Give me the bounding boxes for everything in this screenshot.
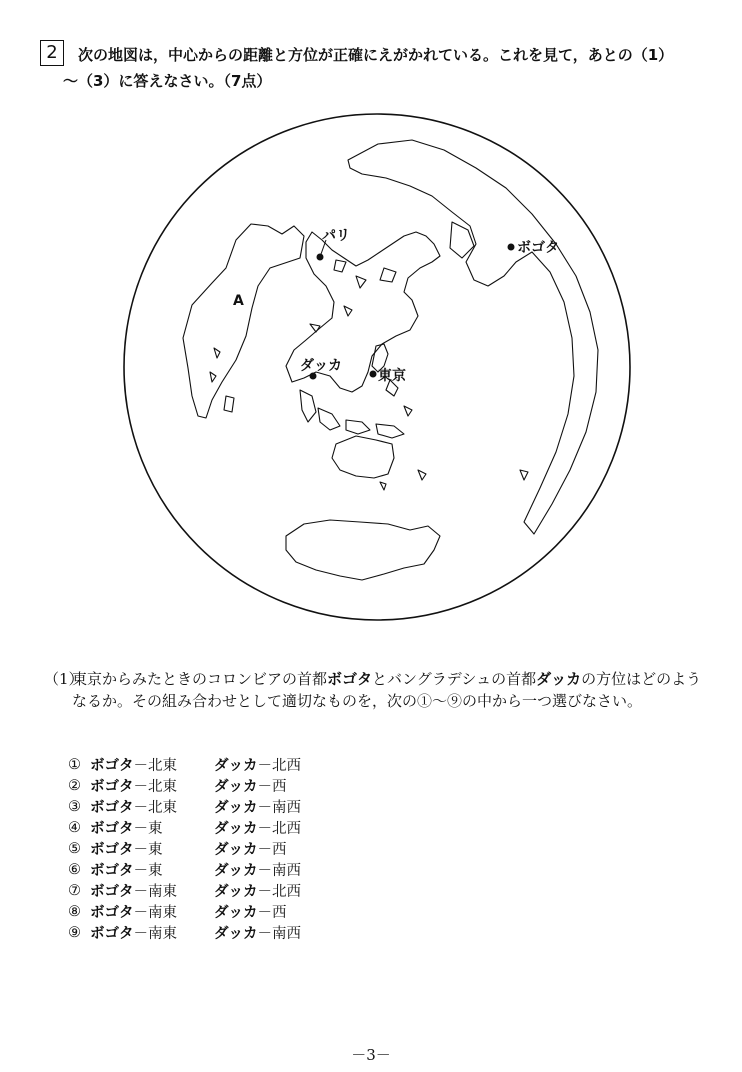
sub-text-dhaka: ダッカ [536,670,582,688]
choice-item [68,817,301,838]
sub-question-1 [44,668,704,712]
choice-item [68,859,301,880]
north-america-landmass [183,224,304,418]
choice-dhaka: ダッカ [214,842,258,858]
sub-text-pre: 東京からみたときのコロンビアの首都 [72,670,328,688]
choice-bogota-direction: －北東 [133,758,177,774]
paris-label: パリ [322,228,350,244]
tokyo-dot [370,371,377,378]
choice-dhaka-direction: －西 [257,779,287,795]
australia-landmass [332,436,394,478]
choice-dhaka-direction: －南西 [257,800,301,816]
choice-bogota: ボゴタ [90,863,134,879]
choice-number: ② [68,777,81,794]
choice-dhaka-direction: －南西 [257,863,301,879]
choice-dhaka-direction: －南西 [257,926,301,942]
choice-dhaka: ダッカ [214,863,258,879]
choice-dhaka: ダッカ [214,779,258,795]
choice-bogota: ボゴタ [90,905,134,921]
choice-number: ⑧ [68,903,81,920]
choice-dhaka: ダッカ [214,800,258,816]
sub-text-post: の方位はどのようなるか。その組み合わせとして適切なものを，次の①～⑨の中から一つ選びなさい。 [72,670,702,710]
azimuthal-equidistant-map [0,90,742,650]
instruction-line-2: ～（3）に答えなさい。（7点） [63,72,272,90]
choice-bogota-direction: －東 [133,821,163,837]
choice-item [68,754,301,775]
choice-dhaka-direction: －北西 [257,821,301,837]
choice-dhaka-direction: －北西 [257,884,301,900]
choice-number: ⑥ [68,861,81,878]
choice-item [68,922,301,943]
choice-item [68,838,301,859]
choice-bogota: ボゴタ [90,842,134,858]
label-a: A [233,293,244,309]
choice-bogota: ボゴタ [90,821,134,837]
choice-item [68,775,301,796]
instruction-line-1: 次の地図は，中心からの距離と方位が正確にえがかれている。これを見て，あとの（1） [78,46,674,64]
choice-dhaka-direction: －西 [257,842,287,858]
sub-question-number: （1） [44,670,84,688]
choice-number: ④ [68,819,81,836]
choice-dhaka: ダッカ [214,821,258,837]
bogota-dot [508,244,515,251]
choice-dhaka: ダッカ [214,905,258,921]
choice-item [68,880,301,901]
choice-bogota: ボゴタ [90,800,134,816]
choice-bogota: ボゴタ [90,926,134,942]
page-number: －3－ [351,1046,391,1064]
choice-bogota-direction: －東 [133,842,163,858]
bogota-label: ボゴタ [517,240,559,256]
choice-dhaka-direction: －西 [257,905,287,921]
tokyo-label: 東京 [378,368,406,384]
question-instruction [63,42,708,90]
choice-bogota: ボゴタ [90,884,134,900]
choice-number: ⑤ [68,840,81,857]
choice-bogota-direction: －北東 [133,800,177,816]
choice-number: ⑨ [68,924,81,941]
choice-bogota-direction: －南東 [133,905,177,921]
sub-question-text [72,668,704,712]
choice-bogota: ボゴタ [90,758,134,774]
sub-text-bogota: ボゴタ [327,670,373,688]
choice-bogota: ボゴタ [90,779,134,795]
choice-dhaka-direction: －北西 [257,758,301,774]
choice-bogota-direction: －南東 [133,926,177,942]
choice-number: ③ [68,798,81,815]
question-number: 2 [40,40,64,66]
choice-dhaka: ダッカ [214,758,258,774]
choice-number: ① [68,756,81,773]
choice-item [68,901,301,922]
choice-dhaka: ダッカ [214,926,258,942]
dhaka-label: ダッカ [300,358,342,374]
choice-bogota-direction: －東 [133,863,163,879]
choice-item [68,796,301,817]
map-outer-circle [124,114,630,620]
choice-number: ⑦ [68,882,81,899]
choice-dhaka: ダッカ [214,884,258,900]
answer-choices [68,754,301,943]
sub-text-mid: とバングラデシュの首都 [372,670,537,688]
choice-bogota-direction: －北東 [133,779,177,795]
choice-bogota-direction: －南東 [133,884,177,900]
antarctica-landmass [286,520,440,580]
